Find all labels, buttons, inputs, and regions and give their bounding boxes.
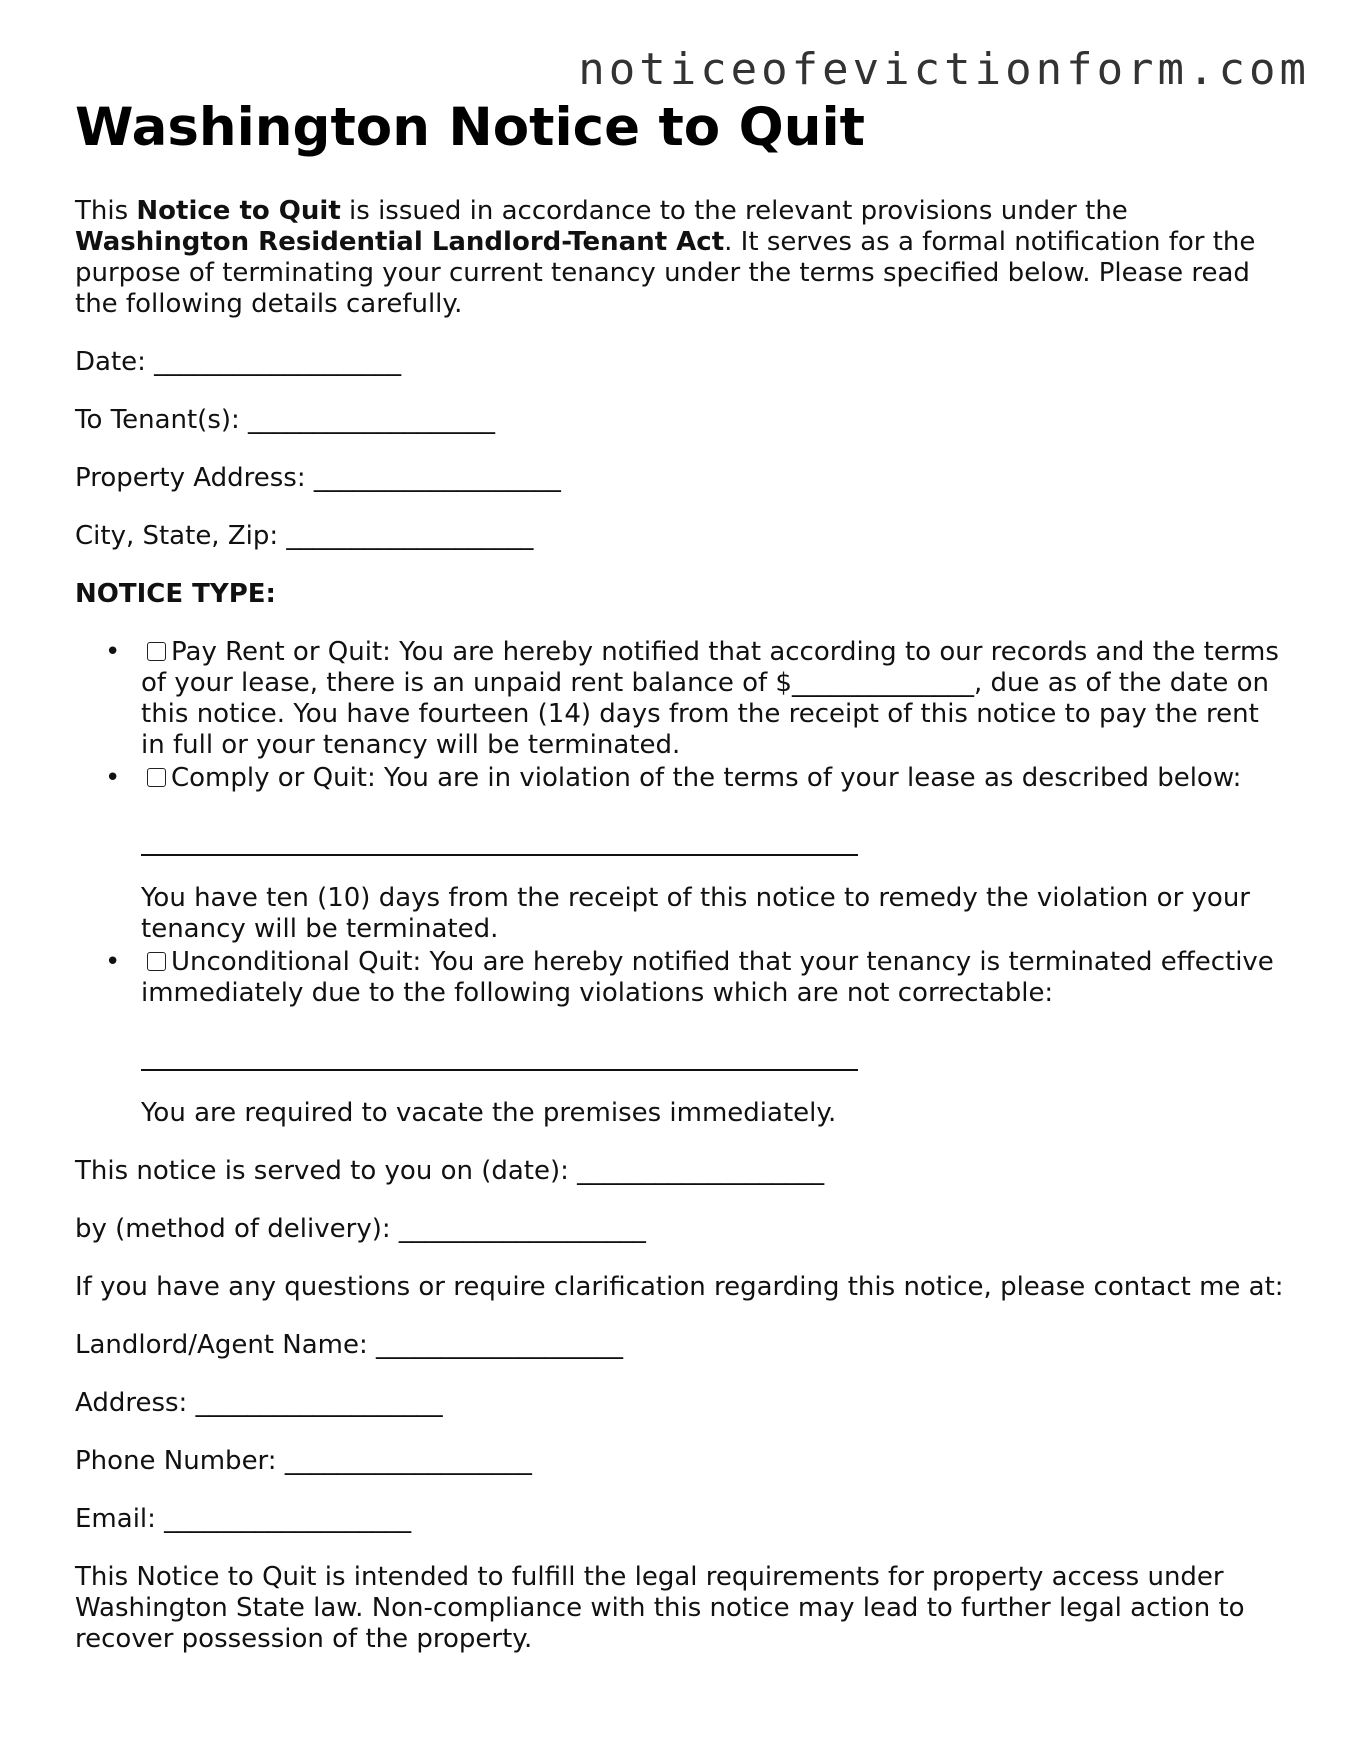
- unconditional-text: Unconditional Quit: You are hereby notified that your tenancy is terminated effective immediately due to the following violations which are not correctable:: [141, 947, 1274, 1008]
- email-field[interactable]: Email: ___________________: [75, 1504, 412, 1534]
- landlord-name-field[interactable]: Landlord/Agent Name: ___________________: [75, 1330, 623, 1360]
- phone-field[interactable]: Phone Number: ___________________: [75, 1446, 532, 1476]
- bullet-icon: •: [105, 763, 121, 793]
- comply-text: Comply or Quit: You are in violation of the terms of your lease as described below:: [171, 763, 1242, 793]
- intro-paragraph: [75, 196, 1285, 320]
- intro-text-3: . It serves as a formal notification for the purpose of terminating your current tenancy under the terms specified below. Please read the following details carefully.: [75, 227, 1256, 319]
- pay-rent-checkbox[interactable]: [147, 642, 166, 661]
- contact-intro: If you have any questions or require clarification regarding this notice, please contact me at:: [75, 1272, 1284, 1302]
- page-title: Washington Notice to Quit: [75, 97, 865, 158]
- delivery-method-field[interactable]: by (method of delivery): ___________________: [75, 1214, 646, 1244]
- notice-type-heading: NOTICE TYPE:: [75, 579, 276, 609]
- unconditional-followup-text: You are required to vacate the premises immediately.: [141, 1098, 837, 1128]
- city-state-zip-field[interactable]: City, State, Zip: ___________________: [75, 521, 534, 551]
- property-address-field[interactable]: Property Address: ___________________: [75, 463, 561, 493]
- comply-checkbox[interactable]: [147, 768, 166, 787]
- option-unconditional: [105, 947, 1285, 1129]
- date-field[interactable]: Date: ___________________: [75, 347, 402, 377]
- intro-bold-act: Washington Residential Landlord-Tenant Act: [75, 227, 725, 257]
- notice-document: [75, 96, 1285, 1681]
- landlord-address-field[interactable]: Address: ___________________: [75, 1388, 443, 1418]
- bullet-icon: •: [105, 947, 121, 977]
- closing-paragraph: This Notice to Quit is intended to fulfill the legal requirements for property access under Washington State law. Non-compliance with this notice may lead to further legal action to recover possession of the property.: [75, 1562, 1245, 1654]
- comply-followup-text: You have ten (10) days from the receipt of this notice to remedy the violation or your tenancy will be terminated.: [141, 883, 1250, 944]
- intro-text-1: This: [75, 196, 137, 226]
- unconditional-violation-blank[interactable]: [141, 1039, 858, 1071]
- tenants-field[interactable]: To Tenant(s): ___________________: [75, 405, 496, 435]
- served-date-field[interactable]: This notice is served to you on (date): ___________________: [75, 1156, 825, 1186]
- unconditional-checkbox[interactable]: [147, 952, 166, 971]
- bullet-icon: •: [105, 637, 121, 667]
- comply-violation-blank[interactable]: [141, 824, 858, 856]
- intro-text-2: is issued in accordance to the relevant provisions under the: [340, 196, 1128, 226]
- intro-bold-notice: Notice to Quit: [136, 196, 341, 226]
- site-watermark: noticeofevictionform.com: [578, 44, 1310, 95]
- option-pay-rent: [105, 637, 1285, 761]
- pay-rent-text: Pay Rent or Quit: You are hereby notified that according to our records and the terms of your lease, there is an unpaid rent balance of $______________, due as of the date on this notice. You have fourteen (14) days from the receipt of this notice to pay the rent in full or your tenancy will be terminated.: [141, 637, 1279, 760]
- notice-type-options: [75, 637, 1285, 1129]
- option-comply: [105, 763, 1285, 945]
